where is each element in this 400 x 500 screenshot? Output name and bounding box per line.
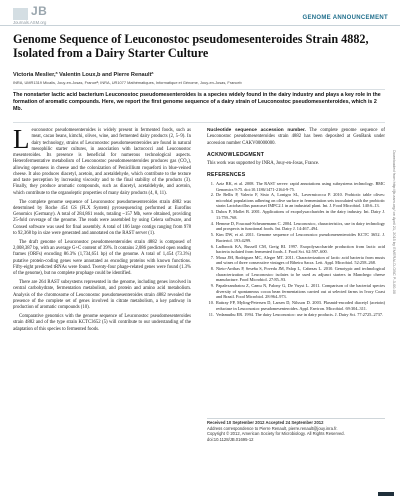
left-column — [13, 124, 191, 336]
reference-item: 4. Hemme D, Foucaud-Scheunemann C. 2004. Leuconostoc, characteristics, use in dairy technology and prospects in functional foods. Int. Dairy J. 14:467–494. — [215, 221, 385, 232]
reference-item: 1. Aziz RK, et al. 2008. The RAST server: rapid annotations using subsystems technology. BMC Genomics 9:75. doi:10.1186/1471-2164-9-75. — [215, 181, 385, 192]
article-footer — [207, 420, 385, 442]
accession-text: The complete genome sequence of Leuconostoc pseudomesenteroides strain 4882 has been deposited at GenBank under accession number CAKV00000000. — [207, 128, 385, 146]
received-dates: Received 10 September 2012 Accepted 24 September 2012 — [207, 420, 324, 425]
correspondence-address: Address correspondence to Pierre Renault, pierre.renault@jouy.inra.fr. — [207, 425, 338, 431]
reference-item: 5. Kim DW, et al. 2011. Genome sequence of Leuconostoc pseudomesenteroides KCTC 3652. J. Bacteriol. 193:4299. — [215, 232, 385, 243]
abstract-top-rule — [13, 89, 385, 90]
body-paragraph-1-text: euconostoc pseudomesenteroides is widely present in fermented foods, such as meat, cacao beans, kimchi, olives, wine, and fermented dairy products (2, 5–9). In dairy technology, strains of Leuconostoc pseudomesenteroides are found in natural mesophilic starter cultures, in association with lactococci and Leuconostoc mesenteroides. Its presence is beneficial for numerous technological aspects. Heterofermentative metabolism of Leuconostoc pseudomesenteroides produces gas (CO₂), allowing openness in cheese and the colonization of Penicillium roqueforti in blue-veined cheese. It also produces diacetyl, acetoin, and acetaldehyde, which contribute to the texture and taste perception by increasing viscosity and to the final stability of the products (3). Finally, they produce aromatic compounds, such as diacetyl, acetaldehyde, and acetoin, which contribute to the organoleptic properties of many dairy products (4, 8, 11). — [13, 128, 191, 196]
reference-item: 3. Dubos P, Mollet B. 2001. Applications of exopolysaccharides in the dairy industry. Int. Dairy J. 11:759–768. — [215, 209, 385, 220]
abstract-bottom-rule — [13, 122, 385, 123]
article-doi[interactable]: doi:10.1128/JB.01695-12 — [207, 436, 254, 442]
reference-item: 2. De Bellis P, Valerio F, Sisto A, Lonigro SL, Lavermicocca P. 2010. Probiotic table olives: microbial populations adhering on olive surface in fermentation sets inoculated with the probiotic strain Lactobacillus paracasei IMPC2.1 in an industrial plant. Int. J. Food Microbiol. 140:6–13. — [215, 192, 385, 209]
reference-item: 7. Moua JM, Rodriguez MC, Alegre MT. 2011. Characterization of lactic acid bacteria from musts and wines of three consecutive vintages of Ribeira Sacra. Lett. Appl. Microbiol. 52:258–268. — [215, 255, 385, 266]
header-divider — [0, 25, 400, 26]
references-heading: REFERENCES — [207, 172, 246, 178]
right-column — [207, 128, 385, 317]
download-note — [392, 150, 398, 360]
section-label: GENOME ANNOUNCEMENT — [302, 15, 388, 21]
accession-heading: Nucleotide sequence accession number. — [207, 128, 306, 133]
article-affiliation: INRA, UMR1319 Micalis, Jouy-en-Josas, Franceª; INRA, UR1077 Mathématiques, Informatique et Génome, Jouy-en-Josas, Franceb — [13, 80, 242, 85]
page-corner-mark — [378, 492, 394, 496]
acknowledgment-heading: ACKNOWLEDGMENT — [207, 151, 265, 158]
journal-logo-mark — [13, 8, 28, 20]
reference-item: 10. Rattray FP, Myling-Petersen D, Larsen D, Nilsson D. 2003. Plasmid-encoded diacetyl (acetoin) reductase in Leuconostoc pseudomesenteroides. Appl. Environ. Microbiol. 69:304–311. — [215, 300, 385, 311]
journal-logo: JB — [31, 4, 48, 18]
article-authors: Victoria Meslier,ª Valentin Loux,b and Pierre Renaultª — [13, 72, 154, 78]
reference-item: 11. Vedamuthu ER. 1994. The dairy Leuconostoc: use in dairy products. J. Dairy Sci. 77:2725–2737. — [215, 312, 385, 318]
copyright-notice: Copyright © 2012, American Society for Microbiology. All Rights Reserved. — [207, 431, 345, 437]
reference-item: 8. Nieto-Arribas P, Seseña S, Poveda JM, Palop L, Cabezas L. 2010. Genotypic and technological characterization of Leuconostoc isolates to be used as adjunct starters in Manchego cheese manufacture. Food Microbiol. 27:85–93. — [215, 266, 385, 283]
reference-item: 9. Papalexandratou Z, Camu N, Falony G, De Vuyst L. 2011. Comparison of the bacterial species diversity of spontaneous cocoa bean fermentations carried out at selected farms in Ivory Coast and Brazil. Food Microbiol. 28:964–973. — [215, 283, 385, 300]
journal-url[interactable]: Journals.ASM.org — [13, 20, 47, 25]
footer-rule — [207, 418, 385, 419]
body-paragraph-3: The draft genome of Leuconostoc pseudomesenteroides strain 4882 is composed of 2,008,387 bp, with an average G+C content of 39%. It contains 2,086 predicted open reading frames (ORFs) encoding 86.3% (1,734,651 bp) of the genome. A total of 1,454 (73.3%) putative protein-coding genes were annotated as encoding proteins with known functions. Fifty-eight predicted tRNAs were found. Twenty-four phage-related genes were found (1.3% of the genome), but no complete prophage could be identified. — [13, 239, 191, 277]
body-paragraph-2: The complete genome sequence of Leuconostoc pseudomesenteroides strain 4882 was determined by Roche 454 GS (FLX System) pyrosequencing performed at Eurofins Genomics (Germany). A total of 284,861 reads, totaling ~157 Mb, were obtained, providing 25-fold coverage of the genome. The reads were assembled by using Celera software, and Consed software was used for final assembly. A total of 106 large contigs ranging from 978 to 92,368 bp in size were generated and annotated on the RAST server (1). — [13, 199, 191, 236]
article-abstract: The nonstarter lactic acid bacterium Leuconostoc pseudomesenteroides is a species widely found in the dairy industry and plays a key role in the formation of aromatic compounds. Here, we report the first genome sequence of a dairy strain of Leuconostoc pseudomesenteroides, which is 2 Mb. — [13, 92, 381, 112]
drop-cap: L — [13, 124, 30, 154]
download-note-text: Downloaded from http://jb.asm.org/ on April 21, 2015 by EMERALD-OBC P-3-00-00 — [392, 150, 397, 295]
acknowledgment-text: This work was supported by INRA, Jouy-en-Josas, France. — [207, 160, 320, 166]
reference-list — [207, 181, 385, 317]
body-paragraph-1 — [13, 124, 191, 197]
body-paragraph-5: Comparative genomics with the genome sequence of Leuconostoc pseudomesenteroides strain 4882 and of the type strain KCTC3652 (5) will contribute to our understanding of the adaptation of this species to fermented foods. — [13, 314, 191, 332]
article-title: Genome Sequence of Leuconostoc pseudomesenteroides Strain 4882, Isolated from a Dairy Starter Culture — [13, 32, 369, 60]
body-paragraph-4: There are 264 RAST subsystems represented in the genome, including genes involved in central carbohydrate, fermentation metabolism, and protein and amino acid metabolism. Analysis of the chromosome of Leuconostoc pseudomesenteroides strain 4882 revealed the presence of the complete set of genes involved in citrate metabolism, a key pathway in production of aromatic compounds (10). — [13, 280, 191, 311]
reference-item: 6. Ladbrook KA, Russell CM, Greig RI. 1997. Exopolysaccharide production from lactic acid bacteria isolated from fermented foods. J. Food Sci. 62:597–600. — [215, 244, 385, 255]
accession-paragraph — [207, 128, 385, 147]
